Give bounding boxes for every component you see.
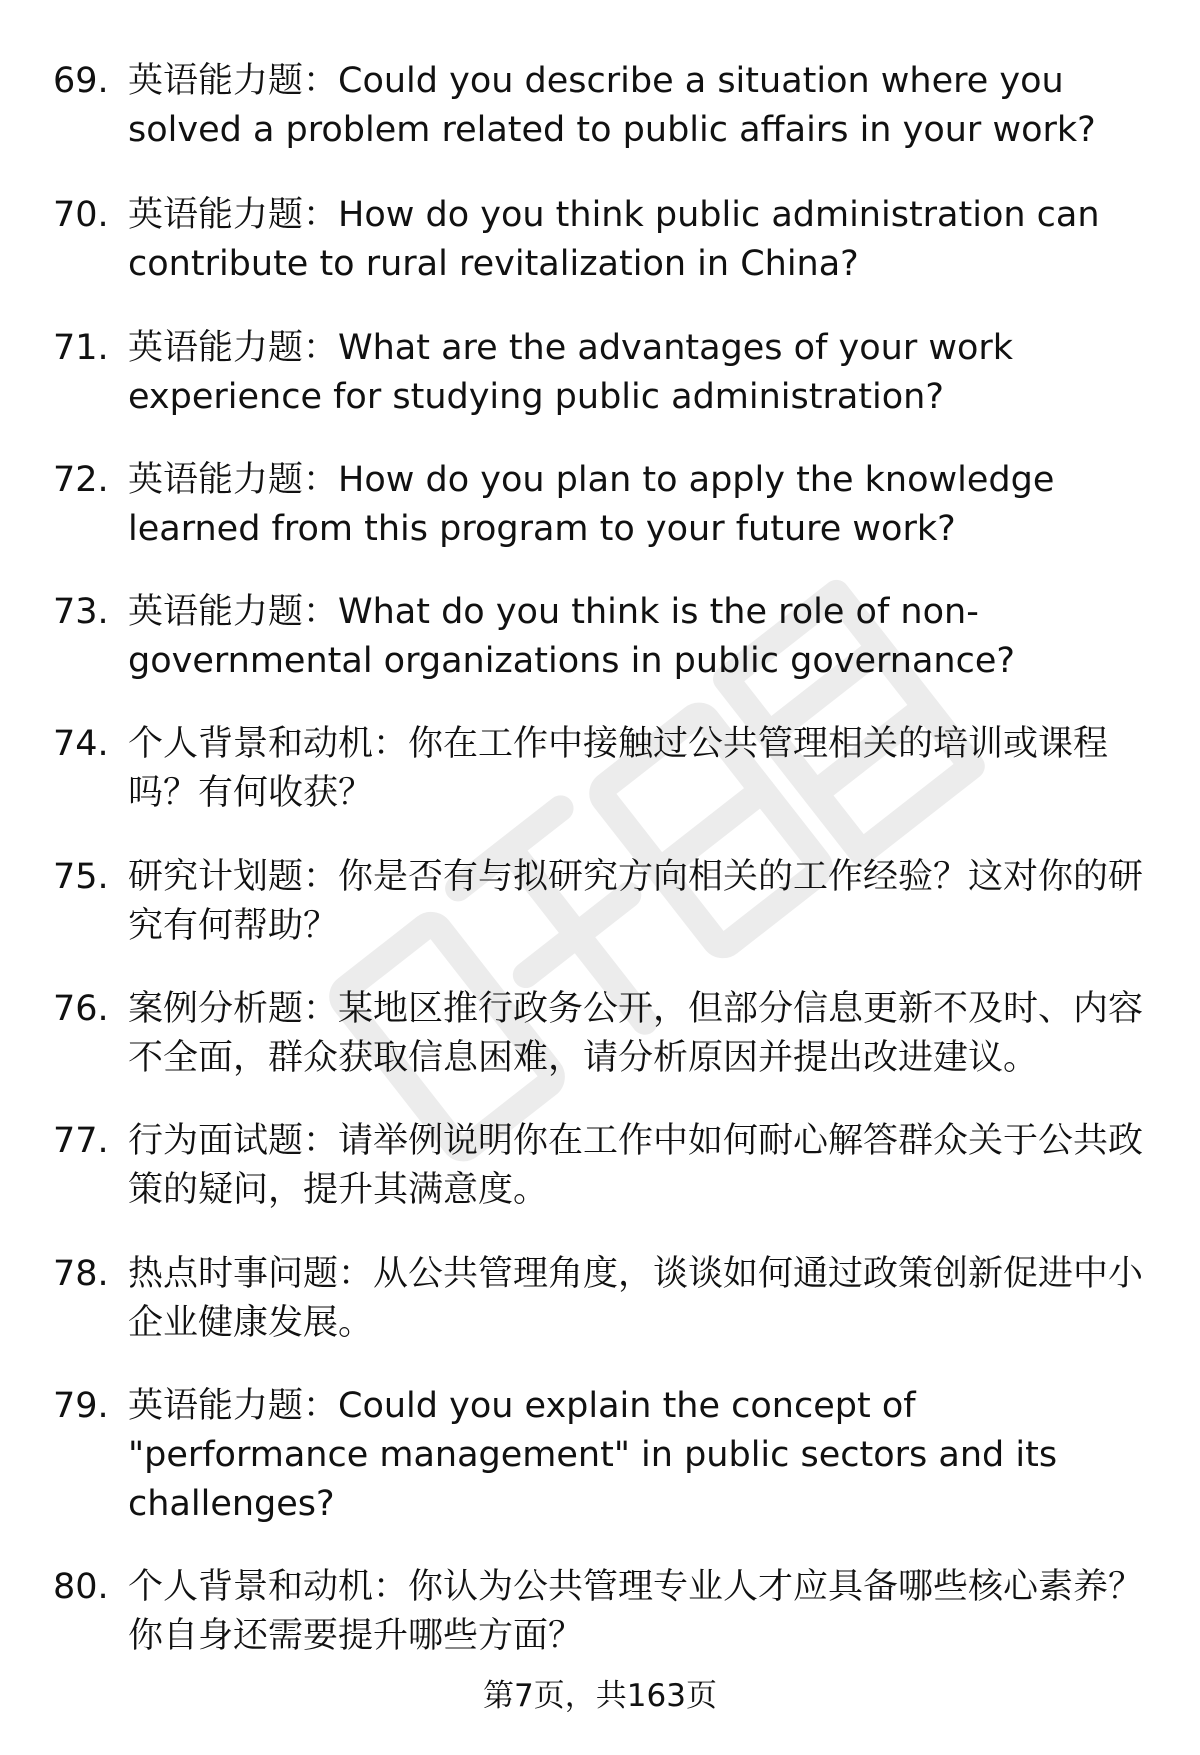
page-indicator: 第7页，共163页 [483, 1678, 717, 1714]
question-text: 英语能力题：Could you explain the concept of "performance management" in public sectors and its challenges? [128, 1386, 1058, 1524]
question-number: 70. [53, 195, 109, 235]
question-number: 78. [53, 1254, 109, 1294]
question-number: 80. [53, 1567, 109, 1607]
question-number: 72. [53, 460, 109, 500]
question-number: 73. [53, 592, 109, 632]
question-text: 个人背景和动机：你认为公共管理专业人才应具备哪些核心素养？你自身还需要提升哪些方面？ [128, 1567, 1144, 1656]
question-text: 个人背景和动机：你在工作中接触过公共管理相关的培训或课程吗？有何收获？ [128, 724, 1109, 813]
question-text: 英语能力题：What do you think is the role of non-governmental organizations in public governance? [128, 592, 1015, 681]
question-text: 案例分析题：某地区推行政务公开，但部分信息更新不及时、内容不全面，群众获取信息困难，请分析原因并提出改进建议。 [128, 989, 1144, 1078]
question-text: 行为面试题：请举例说明你在工作中如何耐心解答群众关于公共政策的疑问，提升其满意度。 [128, 1121, 1144, 1210]
question-number: 77. [53, 1121, 109, 1161]
question-number: 74. [53, 724, 109, 764]
question-text: 英语能力题：What are the advantages of your work experience for studying public administration? [128, 328, 1014, 417]
question-number: 79. [53, 1386, 109, 1426]
question-number: 69. [53, 61, 109, 101]
question-text: 英语能力题：How do you plan to apply the knowledge learned from this program to your future work? [128, 460, 1055, 549]
question-text: 研究计划题：你是否有与拟研究方向相关的工作经验？这对你的研究有何帮助？ [128, 857, 1144, 946]
question-number: 76. [53, 989, 109, 1029]
question-number: 75. [53, 857, 109, 897]
question-number: 71. [53, 328, 109, 368]
question-text: 热点时事问题：从公共管理角度，谈谈如何通过政策创新促进中小企业健康发展。 [128, 1254, 1144, 1343]
question-text: 英语能力题：Could you describe a situation where you solved a problem related to public affairs in your work? [128, 61, 1096, 150]
question-text: 英语能力题：How do you think public administration can contribute to rural revitalization in China? [128, 195, 1100, 284]
